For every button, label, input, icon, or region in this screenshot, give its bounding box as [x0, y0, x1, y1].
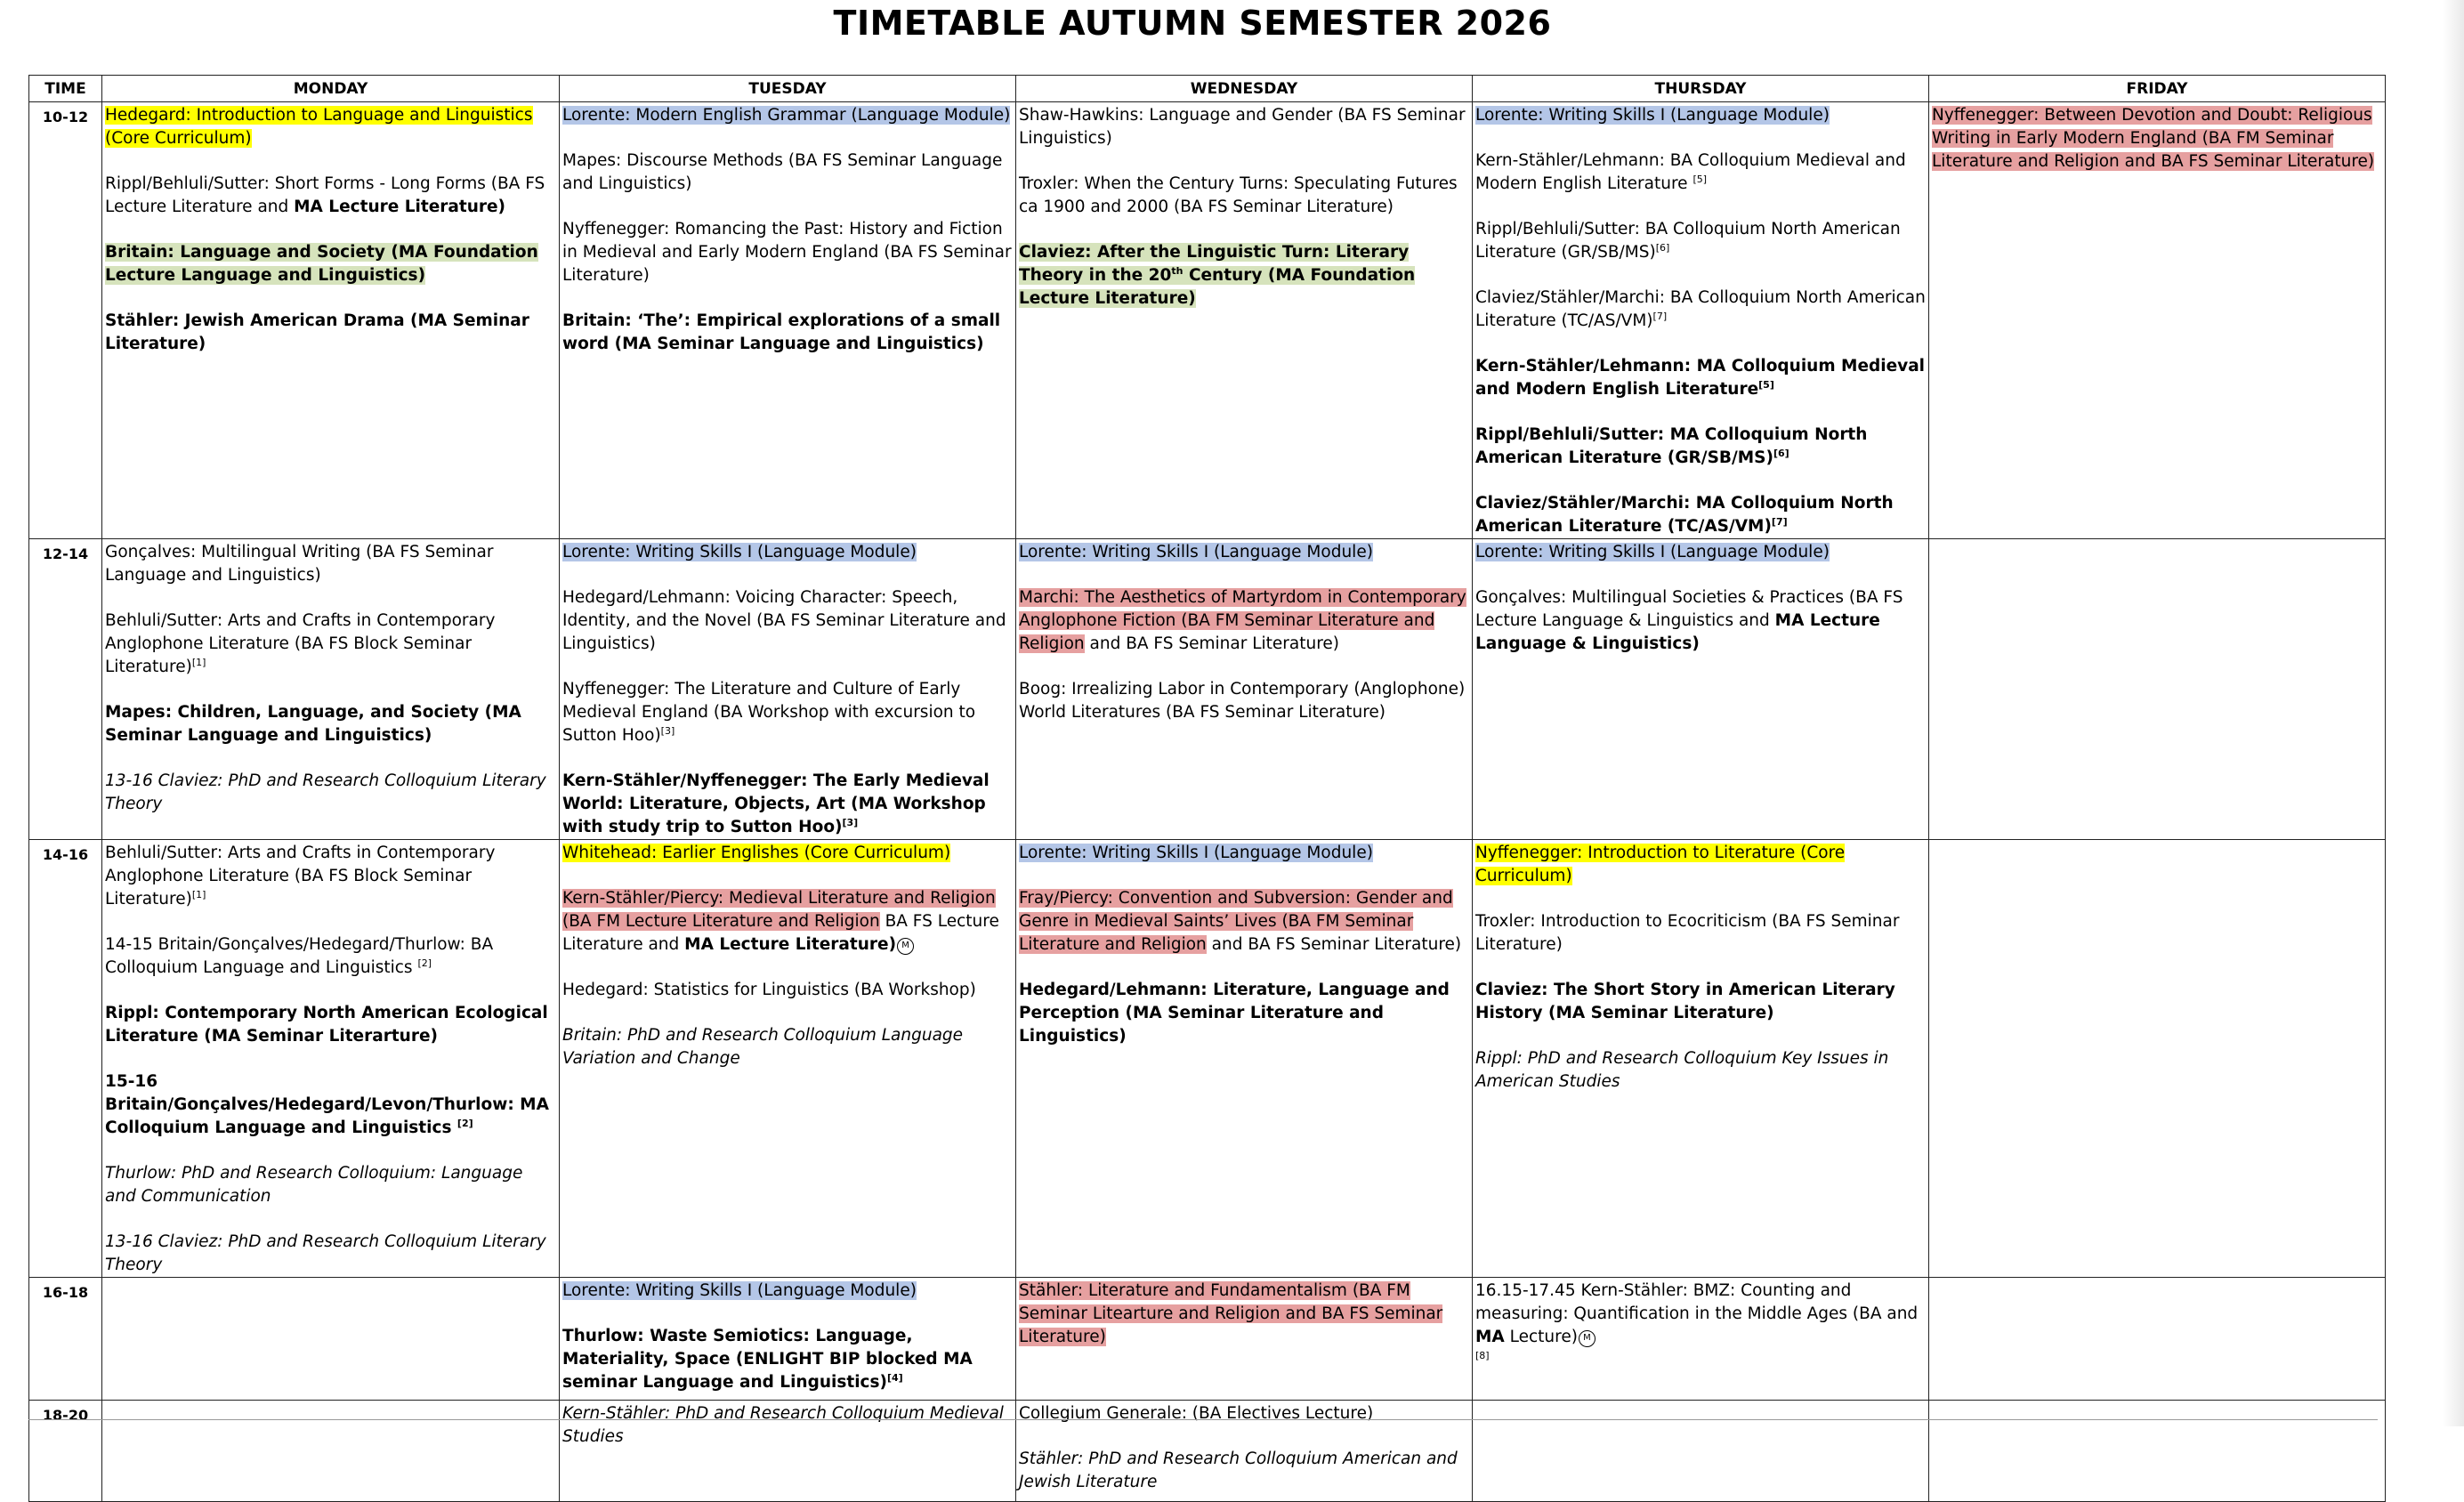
course-entry	[105, 933, 556, 980]
cell-tuesday	[560, 1278, 1016, 1401]
footnote-ref: [7]	[1771, 515, 1788, 528]
footnote-ref: [1]	[191, 888, 206, 900]
course-entry	[562, 1402, 1013, 1449]
course-text: Lorente: Writing Skills I (Language Module)	[1475, 543, 1830, 561]
course-entry	[105, 541, 556, 587]
footnote-ref: [8]	[1475, 1349, 1490, 1361]
course-text: Whitehead: Earlier Englishes (Core Curriculum)	[562, 844, 951, 862]
m-circle-icon: M	[897, 938, 914, 955]
cell-tuesday	[560, 840, 1016, 1278]
cell-thursday	[1473, 539, 1929, 840]
page-bottom-rule	[28, 1419, 2378, 1420]
course-text: Lorente: Writing Skills I (Language Module)	[1019, 543, 1373, 561]
course-text: 14-15 Britain/Gonçalves/Hedegard/Thurlow: BA Colloquium Language and Linguistics	[105, 935, 494, 977]
course-text-bold: MA Lecture Language & Linguistics)	[1475, 611, 1880, 653]
course-entry	[1475, 979, 1926, 1025]
course-text: Gonçalves: Multilingual Societies & Practices (BA FS Lecture Language & Linguistics and	[1475, 588, 1903, 630]
course-text: Collegium Generale: (BA Electives Lecture)	[1019, 1404, 1374, 1423]
course-text: Mapes: Discourse Methods (BA FS Seminar Language and Linguistics)	[562, 151, 1003, 193]
cell-thursday	[1473, 1401, 1929, 1502]
footnote-ref: [5]	[1692, 173, 1708, 185]
course-entry	[562, 842, 1013, 865]
time-slot: 12-14	[29, 539, 102, 840]
course-entry	[1019, 541, 1469, 564]
course-entry	[105, 241, 556, 287]
cell-tuesday	[560, 539, 1016, 840]
course-text: Kern-Stähler: PhD and Research Colloquium Medieval Studies	[562, 1404, 1004, 1446]
course-text: Rippl: PhD and Research Colloquium Key Issues in American Studies	[1475, 1049, 1889, 1091]
course-text-tail: and BA FS Seminar Literature)	[1211, 935, 1462, 954]
course-text: Hedegard/Lehmann: Literature, Language and Perception (MA Seminar Literature and Linguistics)	[1019, 981, 1450, 1046]
footnote-ref: [6]	[1655, 241, 1670, 254]
course-text: Marchi: The Aesthetics of Martyrdom in Contemporary Anglophone Fiction (BA FM Seminar Literature and Religion	[1019, 588, 1466, 653]
cell-friday	[1929, 102, 2386, 539]
page-edge-shadow	[2443, 0, 2464, 1426]
course-text: Nyffenegger: Between Devotion and Doubt: Religious Writing in Early Modern England (BA FM Seminar Literature and Religion and BA FS Seminar Literature)	[1932, 106, 2375, 171]
course-text: 13-16 Claviez: PhD and Research Colloquium Literary Theory	[105, 771, 546, 813]
course-text-bold: MA Lecture Literature)	[684, 935, 897, 954]
cell-thursday	[1473, 1278, 1929, 1401]
course-entry	[562, 678, 1013, 747]
course-entry	[1475, 218, 1926, 264]
course-entry	[105, 104, 556, 150]
course-entry	[562, 104, 1013, 127]
header-time: TIME	[29, 76, 102, 102]
course-entry	[105, 770, 556, 816]
course-entry	[562, 979, 1013, 1002]
course-entry	[1475, 492, 1926, 538]
course-entry	[1019, 1448, 1469, 1494]
course-entry	[562, 149, 1013, 196]
course-text: Britain: ‘The’: Empirical explorations of a small word (MA Seminar Language and Linguistics)	[562, 311, 1001, 353]
cell-friday	[1929, 840, 2386, 1278]
course-text-number: 20	[1148, 266, 1172, 285]
course-text: Kern-Stähler/Lehmann: BA Colloquium Medieval and Modern English Literature	[1475, 151, 1906, 193]
course-entry	[562, 1325, 1013, 1394]
course-text: Lorente: Writing Skills I (Language Module)	[1019, 844, 1373, 862]
course-entry	[562, 887, 1013, 957]
course-text-tail: Lecture)	[1509, 1328, 1578, 1346]
course-text: Claviez: The Short Story in American Literary History (MA Seminar Literature)	[1475, 981, 1895, 1022]
course-text: Stähler: Jewish American Drama (MA Seminar Literature)	[105, 311, 529, 353]
course-entry	[562, 1024, 1013, 1070]
course-text: Kern-Stähler/Piercy: Medieval Literature and Religion (BA FM Lecture Literature and Religion	[562, 889, 996, 931]
row-12-14	[29, 539, 2386, 840]
course-text: Troxler: Introduction to Ecocriticism (BA FS Seminar Literature)	[1475, 912, 1900, 954]
course-entry	[1475, 586, 1926, 656]
course-text: Troxler: When the Century Turns: Speculating Futures ca 1900 and 2000 (BA FS Seminar Literature)	[1019, 174, 1458, 216]
course-text-bold: MA Lecture Literature)	[294, 198, 506, 216]
course-entry	[1019, 1280, 1469, 1349]
row-10-12	[29, 102, 2386, 539]
cell-tuesday	[560, 1401, 1016, 1502]
cell-wednesday	[1016, 102, 1473, 539]
course-entry	[1019, 979, 1469, 1048]
course-text: 15-16 Britain/Gonçalves/Hedegard/Levon/Thurlow: MA Colloquium Language and Linguistics	[105, 1072, 549, 1137]
course-text: Hedegard: Statistics for Linguistics (BA Workshop)	[562, 981, 976, 999]
footnote-ref: [3]	[660, 724, 675, 737]
cell-monday	[102, 840, 560, 1278]
cell-friday	[1929, 1278, 2386, 1401]
cell-thursday	[1473, 102, 1929, 539]
cell-monday	[102, 1401, 560, 1502]
course-text: Britain: PhD and Research Colloquium Language Variation and Change	[562, 1026, 964, 1068]
footnote-ref: [4]	[887, 1371, 903, 1384]
header-tuesday: TUESDAY	[560, 76, 1016, 102]
course-entry	[1475, 842, 1926, 888]
time-slot: 16-18	[29, 1278, 102, 1401]
course-text: Gonçalves: Multilingual Writing (BA FS Seminar Language and Linguistics)	[105, 543, 494, 585]
time-slot: 14-16	[29, 840, 102, 1278]
course-entry	[1475, 287, 1926, 333]
footnote-ref: [7]	[1652, 310, 1668, 322]
footnote-ref: [5]	[1758, 378, 1774, 391]
course-entry	[1019, 1402, 1469, 1425]
course-text: Rippl/Behluli/Sutter: MA Colloquium North American Literature (GR/SB/MS)	[1475, 425, 1868, 467]
course-text: Boog: Irrealizing Labor in Contemporary (Anglophone) World Literatures (BA FS Seminar Literature)	[1019, 680, 1466, 722]
course-entry	[105, 701, 556, 747]
course-text: Kern-Stähler/Nyffenegger: The Early Medieval World: Literature, Objects, Art (MA Workshop with study trip to Sutton Hoo)	[562, 771, 990, 836]
course-entry	[1475, 355, 1926, 401]
course-text: Shaw-Hawkins: Language and Gender (BA FS Seminar Linguistics)	[1019, 106, 1466, 148]
course-text: Nyffenegger: Romancing the Past: History and Fiction in Medieval and Early Modern England (BA FS Seminar Literature)	[562, 220, 1012, 285]
course-entry	[1019, 173, 1469, 219]
course-entry	[105, 1162, 556, 1208]
course-text: Mapes: Children, Language, and Society (MA Seminar Language and Linguistics)	[105, 703, 521, 745]
course-entry	[1475, 1047, 1926, 1094]
cell-friday	[1929, 539, 2386, 840]
course-entry	[105, 842, 556, 911]
course-text-tail: BA FS Lecture Literature and	[562, 912, 999, 954]
course-text-tail: and BA FS Seminar Literature)	[1089, 634, 1340, 653]
row-16-18	[29, 1278, 2386, 1401]
course-entry	[562, 770, 1013, 839]
footnote-ref: [2]	[417, 957, 432, 969]
course-entry	[562, 218, 1013, 287]
header-monday: MONDAY	[102, 76, 560, 102]
course-entry	[562, 541, 1013, 564]
course-text: Rippl/Behluli/Sutter: BA Colloquium North American Literature (GR/SB/MS)	[1475, 220, 1901, 262]
course-text-tail: Century (MA Foundation Lecture Literature)	[1019, 266, 1416, 308]
cell-wednesday	[1016, 1278, 1473, 1401]
course-text: Lorente: Modern English Grammar (Language Module)	[562, 106, 1011, 125]
course-entry	[1932, 104, 2382, 174]
course-text: Thurlow: PhD and Research Colloquium: Language and Communication	[105, 1164, 523, 1206]
header-wednesday: WEDNESDAY	[1016, 76, 1473, 102]
course-entry	[562, 586, 1013, 656]
footnote-ref: [1]	[191, 656, 206, 668]
course-entry	[1019, 586, 1469, 656]
course-text: Thurlow: Waste Semiotics: Language, Materiality, Space (ENLIGHT BIP blocked MA seminar Language and Linguistics)	[562, 1327, 973, 1392]
course-entry	[562, 310, 1013, 356]
course-entry	[562, 1280, 1013, 1303]
footnote-ref: [6]	[1773, 447, 1789, 459]
course-text: Nyffenegger: The Literature and Culture of Early Medieval England (BA Workshop with excursion to Sutton Hoo)	[562, 680, 976, 745]
course-text: Behluli/Sutter: Arts and Crafts in Contemporary Anglophone Literature (BA FS Block Seminar Literature)	[105, 844, 496, 908]
course-text: Lorente: Writing Skills I (Language Module)	[562, 543, 917, 561]
course-entry	[1475, 541, 1926, 564]
course-entry	[1019, 887, 1469, 957]
course-entry	[1475, 424, 1926, 470]
header-friday: FRIDAY	[1929, 76, 2386, 102]
course-text: Fray/Piercy: Convention and Subversion: Gender and Genre in Medieval Saints’ Lives (BA FM Seminar Literature and Religion	[1019, 889, 1453, 954]
course-text-bold: MA	[1475, 1328, 1505, 1346]
course-entry	[1019, 678, 1469, 724]
course-text: Claviez/Stähler/Marchi: MA Colloquium North American Literature (TC/AS/VM)	[1475, 494, 1894, 536]
cell-monday	[102, 539, 560, 840]
header-row	[29, 76, 2386, 102]
cell-thursday	[1473, 840, 1929, 1278]
course-text: Stähler: PhD and Research Colloquium American and Jewish Literature	[1019, 1450, 1458, 1491]
course-text: Kern-Stähler/Lehmann: MA Colloquium Medieval and Modern English Literature	[1475, 357, 1926, 399]
course-text: Claviez: After the Linguistic Turn: Literary Theory in the	[1019, 243, 1410, 285]
course-entry	[105, 1231, 556, 1277]
cell-monday	[102, 1278, 560, 1401]
course-text: 13-16 Claviez: PhD and Research Colloquium Literary Theory	[105, 1232, 546, 1274]
m-circle-icon: M	[1579, 1330, 1596, 1347]
course-entry	[105, 1070, 556, 1140]
course-text: Lorente: Writing Skills I (Language Module)	[562, 1281, 917, 1300]
course-entry	[105, 310, 556, 356]
cell-monday	[102, 102, 560, 539]
footnote-ref: [3]	[842, 816, 859, 828]
course-text: Hedegard: Introduction to Language and Linguistics (Core Curriculum)	[105, 106, 533, 148]
time-slot: 18-20	[29, 1401, 102, 1502]
course-text: Britain: Language and Society (MA Foundation Lecture Language and Linguistics)	[105, 243, 538, 285]
course-entry	[1019, 842, 1469, 865]
timetable	[28, 75, 2386, 1502]
course-entry	[1019, 104, 1469, 150]
time-slot: 10-12	[29, 102, 102, 539]
course-entry	[1475, 104, 1926, 127]
course-entry	[1475, 1280, 1926, 1372]
course-text: Nyffenegger: Introduction to Literature (Core Curriculum)	[1475, 844, 1846, 885]
course-entry	[1475, 910, 1926, 957]
header-thursday: THURSDAY	[1473, 76, 1929, 102]
course-text: Rippl/Behluli/Sutter: Short Forms - Long Forms (BA FS Lecture Literature and	[105, 174, 545, 216]
cell-tuesday	[560, 102, 1016, 539]
course-entry	[105, 1002, 556, 1048]
row-14-16	[29, 840, 2386, 1278]
course-entry	[1019, 241, 1469, 311]
course-text: 16.15-17.45 Kern-Stähler: BMZ: Counting and measuring: Quantification in the Middle Ages (BA and	[1475, 1281, 1919, 1323]
cell-wednesday	[1016, 539, 1473, 840]
course-entry	[105, 173, 556, 219]
course-text: Rippl: Contemporary North American Ecological Literature (MA Seminar Literarture)	[105, 1004, 548, 1046]
cell-friday	[1929, 1401, 2386, 1502]
course-text: Behluli/Sutter: Arts and Crafts in Contemporary Anglophone Literature (BA FS Block Seminar Literature)	[105, 611, 496, 676]
cell-wednesday	[1016, 1401, 1473, 1502]
cell-wednesday	[1016, 840, 1473, 1278]
page-title: TIMETABLE AUTUMN SEMESTER 2026	[833, 4, 1552, 43]
course-entry	[1475, 149, 1926, 196]
course-entry	[105, 610, 556, 679]
footnote-ref: [2]	[456, 1117, 473, 1129]
superscript: th	[1171, 264, 1184, 277]
course-text: Lorente: Writing Skills I (Language Module)	[1475, 106, 1830, 125]
course-text: Stähler: Literature and Fundamentalism (BA FM Seminar Litearture and Religion and BA FS Seminar Literature)	[1019, 1281, 1443, 1346]
course-text: Claviez/Stähler/Marchi: BA Colloquium North American Literature (TC/AS/VM)	[1475, 288, 1926, 330]
row-18-20	[29, 1401, 2386, 1502]
course-text: Hedegard/Lehmann: Voicing Character: Speech, Identity, and the Novel (BA FS Seminar Literature and Linguistics)	[562, 588, 1006, 653]
